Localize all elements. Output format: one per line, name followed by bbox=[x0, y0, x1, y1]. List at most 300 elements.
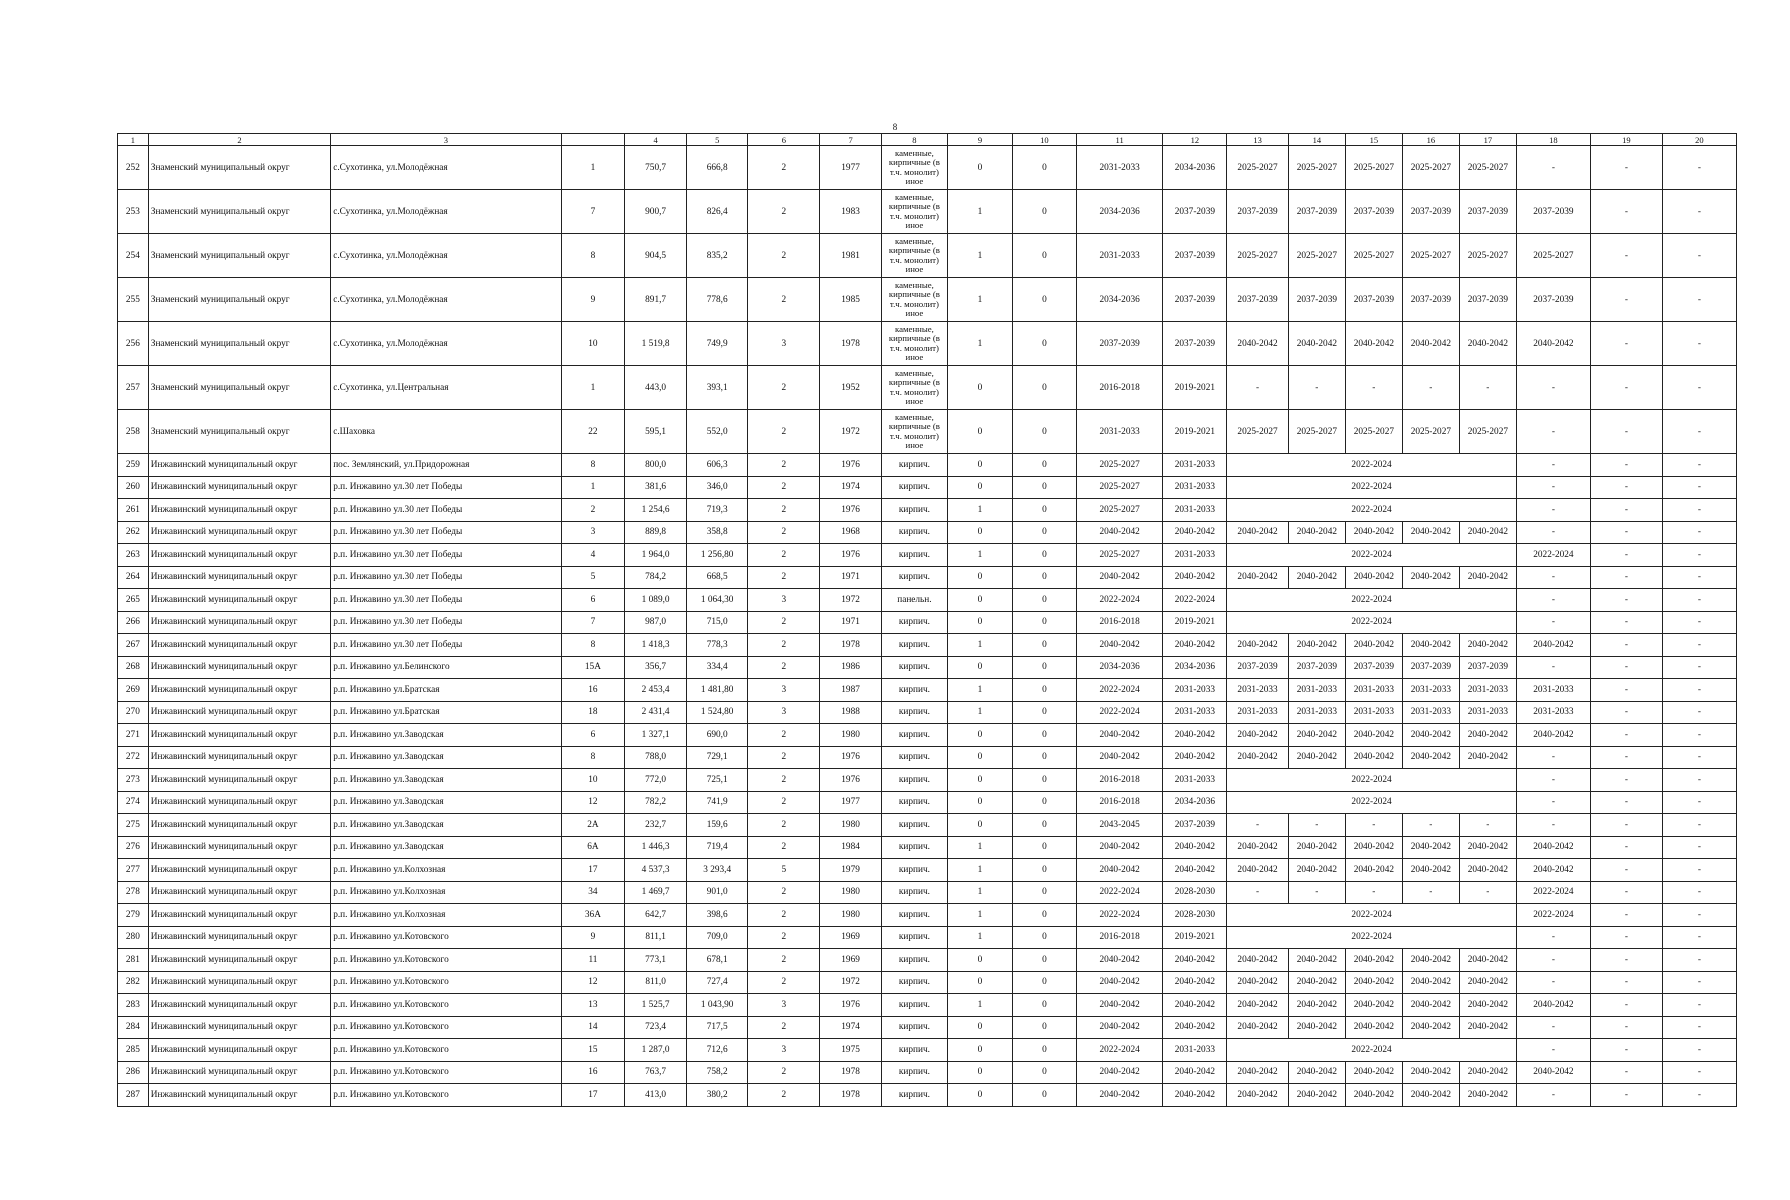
house-number-cell: 13 bbox=[561, 994, 625, 1017]
col-9-cell: 0 bbox=[947, 1061, 1012, 1084]
col-19-cell: - bbox=[1590, 926, 1662, 949]
col-19-cell: - bbox=[1590, 611, 1662, 634]
col-11-cell: 2031-2033 bbox=[1076, 146, 1163, 190]
wall-material-cell: каменные, кирпичные (в т.ч. монолит) иное bbox=[881, 410, 947, 454]
col-11-cell: 2016-2018 bbox=[1076, 926, 1163, 949]
col-10-cell: 0 bbox=[1012, 836, 1076, 859]
table-row bbox=[118, 454, 1737, 477]
col-11-cell: 2040-2042 bbox=[1076, 724, 1163, 747]
col-12-cell: 2037-2039 bbox=[1163, 814, 1227, 837]
col-20-cell: - bbox=[1662, 634, 1736, 657]
col-9-cell: 0 bbox=[947, 1084, 1012, 1107]
col-6-cell: 2 bbox=[748, 278, 820, 322]
wall-material-cell: кирпич. bbox=[881, 881, 947, 904]
col-20-cell: - bbox=[1662, 679, 1736, 702]
col-14-cell: 2025-2027 bbox=[1288, 410, 1345, 454]
col-12-cell: 2040-2042 bbox=[1163, 1016, 1227, 1039]
col-13-cell: 2040-2042 bbox=[1227, 836, 1289, 859]
col-10-cell: 0 bbox=[1012, 746, 1076, 769]
col-5-cell: 901,0 bbox=[686, 881, 748, 904]
col-16-cell: 2031-2033 bbox=[1402, 679, 1459, 702]
merged-period-cell: 2022-2024 bbox=[1227, 499, 1517, 522]
col-9-cell: 0 bbox=[947, 476, 1012, 499]
col-18-cell: - bbox=[1516, 521, 1590, 544]
col-19-cell: - bbox=[1590, 476, 1662, 499]
col-5-cell: 3 293,4 bbox=[686, 859, 748, 882]
col-11-cell: 2034-2036 bbox=[1076, 278, 1163, 322]
col-7-cell: 1978 bbox=[820, 1084, 882, 1107]
merged-period-cell: 2022-2024 bbox=[1227, 791, 1517, 814]
column-number-20: 19 bbox=[1590, 134, 1662, 146]
column-number-21: 20 bbox=[1662, 134, 1736, 146]
table-row bbox=[118, 322, 1737, 366]
col-13-cell: 2040-2042 bbox=[1227, 634, 1289, 657]
col-5-cell: 1 043,90 bbox=[686, 994, 748, 1017]
district-cell: Инжавинский муниципальный округ bbox=[148, 476, 330, 499]
col-9-cell: 0 bbox=[947, 454, 1012, 477]
col-16-cell: - bbox=[1402, 366, 1459, 410]
col-10-cell: 0 bbox=[1012, 971, 1076, 994]
address-cell: р.п. Инжавино ул.Колхозная bbox=[331, 881, 561, 904]
col-20-cell: - bbox=[1662, 234, 1736, 278]
col-10-cell: 0 bbox=[1012, 679, 1076, 702]
col-16-cell: 2031-2033 bbox=[1402, 701, 1459, 724]
district-cell: Инжавинский муниципальный округ bbox=[148, 589, 330, 612]
col-5-cell: 709,0 bbox=[686, 926, 748, 949]
house-number-cell: 8 bbox=[561, 634, 625, 657]
district-cell: Инжавинский муниципальный округ bbox=[148, 994, 330, 1017]
col-14-cell: 2040-2042 bbox=[1288, 859, 1345, 882]
merged-period-cell: 2022-2024 bbox=[1227, 1039, 1517, 1062]
col-9-cell: 0 bbox=[947, 1016, 1012, 1039]
col-17-cell: 2040-2042 bbox=[1459, 949, 1516, 972]
col-7-cell: 1978 bbox=[820, 1061, 882, 1084]
col-13-cell: 2040-2042 bbox=[1227, 1061, 1289, 1084]
col-20-cell: - bbox=[1662, 1084, 1736, 1107]
col-13-cell: 2040-2042 bbox=[1227, 322, 1289, 366]
column-number-8: 7 bbox=[820, 134, 882, 146]
col-6-cell: 2 bbox=[748, 656, 820, 679]
col-19-cell: - bbox=[1590, 724, 1662, 747]
col-20-cell: - bbox=[1662, 1061, 1736, 1084]
col-12-cell: 2040-2042 bbox=[1163, 1061, 1227, 1084]
col-14-cell: 2040-2042 bbox=[1288, 322, 1345, 366]
col-15-cell: - bbox=[1345, 366, 1402, 410]
col-13-cell: - bbox=[1227, 881, 1289, 904]
col-18-cell: 2037-2039 bbox=[1516, 278, 1590, 322]
district-cell: Инжавинский муниципальный округ bbox=[148, 521, 330, 544]
district-cell: Инжавинский муниципальный округ bbox=[148, 611, 330, 634]
col-6-cell: 2 bbox=[748, 949, 820, 972]
address-cell: р.п. Инжавино ул.Заводская bbox=[331, 746, 561, 769]
row-number: 284 bbox=[118, 1016, 149, 1039]
col-18-cell: - bbox=[1516, 791, 1590, 814]
col-12-cell: 2040-2042 bbox=[1163, 521, 1227, 544]
col-20-cell: - bbox=[1662, 769, 1736, 792]
col-4-cell: 784,2 bbox=[625, 566, 687, 589]
col-17-cell: 2025-2027 bbox=[1459, 146, 1516, 190]
col-20-cell: - bbox=[1662, 881, 1736, 904]
address-cell: р.п. Инжавино ул.Колхозная bbox=[331, 859, 561, 882]
col-20-cell: - bbox=[1662, 476, 1736, 499]
district-cell: Знаменский муниципальный округ bbox=[148, 410, 330, 454]
col-6-cell: 2 bbox=[748, 611, 820, 634]
row-number: 266 bbox=[118, 611, 149, 634]
col-7-cell: 1980 bbox=[820, 814, 882, 837]
col-11-cell: 2016-2018 bbox=[1076, 611, 1163, 634]
table-row bbox=[118, 544, 1737, 567]
table-row bbox=[118, 904, 1737, 927]
col-17-cell: 2040-2042 bbox=[1459, 322, 1516, 366]
col-9-cell: 0 bbox=[947, 791, 1012, 814]
wall-material-cell: кирпич. bbox=[881, 1061, 947, 1084]
col-11-cell: 2040-2042 bbox=[1076, 521, 1163, 544]
col-15-cell: 2025-2027 bbox=[1345, 234, 1402, 278]
col-13-cell: 2040-2042 bbox=[1227, 746, 1289, 769]
col-6-cell: 2 bbox=[748, 146, 820, 190]
col-20-cell: - bbox=[1662, 949, 1736, 972]
col-7-cell: 1976 bbox=[820, 499, 882, 522]
col-6-cell: 2 bbox=[748, 521, 820, 544]
col-13-cell: 2040-2042 bbox=[1227, 949, 1289, 972]
col-10-cell: 0 bbox=[1012, 566, 1076, 589]
col-7-cell: 1975 bbox=[820, 1039, 882, 1062]
col-4-cell: 1 469,7 bbox=[625, 881, 687, 904]
address-cell: с.Сухотинка, ул.Центральная bbox=[331, 366, 561, 410]
col-20-cell: - bbox=[1662, 1039, 1736, 1062]
table-row bbox=[118, 566, 1737, 589]
col-9-cell: 1 bbox=[947, 836, 1012, 859]
col-12-cell: 2040-2042 bbox=[1163, 994, 1227, 1017]
col-5-cell: 725,1 bbox=[686, 769, 748, 792]
col-15-cell: 2040-2042 bbox=[1345, 994, 1402, 1017]
col-19-cell: - bbox=[1590, 769, 1662, 792]
col-4-cell: 1 519,8 bbox=[625, 322, 687, 366]
col-10-cell: 0 bbox=[1012, 634, 1076, 657]
col-4-cell: 381,6 bbox=[625, 476, 687, 499]
address-cell: р.п. Инжавино ул.Братская bbox=[331, 679, 561, 702]
column-number-16: 15 bbox=[1345, 134, 1402, 146]
address-cell: р.п. Инжавино ул.30 лет Победы bbox=[331, 521, 561, 544]
district-cell: Инжавинский муниципальный округ bbox=[148, 836, 330, 859]
col-15-cell: - bbox=[1345, 814, 1402, 837]
col-6-cell: 2 bbox=[748, 634, 820, 657]
house-number-cell: 9 bbox=[561, 278, 625, 322]
col-11-cell: 2031-2033 bbox=[1076, 234, 1163, 278]
col-18-cell: - bbox=[1516, 454, 1590, 477]
col-12-cell: 2031-2033 bbox=[1163, 476, 1227, 499]
col-15-cell: 2040-2042 bbox=[1345, 949, 1402, 972]
col-14-cell: 2037-2039 bbox=[1288, 190, 1345, 234]
district-cell: Знаменский муниципальный округ bbox=[148, 146, 330, 190]
row-number: 260 bbox=[118, 476, 149, 499]
col-15-cell: 2040-2042 bbox=[1345, 746, 1402, 769]
col-20-cell: - bbox=[1662, 791, 1736, 814]
col-10-cell: 0 bbox=[1012, 724, 1076, 747]
col-9-cell: 1 bbox=[947, 904, 1012, 927]
col-10-cell: 0 bbox=[1012, 454, 1076, 477]
col-15-cell: 2025-2027 bbox=[1345, 146, 1402, 190]
col-20-cell: - bbox=[1662, 859, 1736, 882]
col-16-cell: 2025-2027 bbox=[1402, 234, 1459, 278]
col-20-cell: - bbox=[1662, 746, 1736, 769]
col-5-cell: 690,0 bbox=[686, 724, 748, 747]
col-7-cell: 1983 bbox=[820, 190, 882, 234]
col-20-cell: - bbox=[1662, 322, 1736, 366]
house-number-cell: 2А bbox=[561, 814, 625, 837]
district-cell: Инжавинский муниципальный округ bbox=[148, 679, 330, 702]
col-16-cell: 2040-2042 bbox=[1402, 994, 1459, 1017]
col-19-cell: - bbox=[1590, 190, 1662, 234]
col-20-cell: - bbox=[1662, 366, 1736, 410]
address-cell: р.п. Инжавино ул.30 лет Победы bbox=[331, 634, 561, 657]
col-16-cell: 2040-2042 bbox=[1402, 971, 1459, 994]
house-number-cell: 2 bbox=[561, 499, 625, 522]
merged-period-cell: 2022-2024 bbox=[1227, 611, 1517, 634]
col-11-cell: 2022-2024 bbox=[1076, 1039, 1163, 1062]
col-18-cell: - bbox=[1516, 366, 1590, 410]
col-12-cell: 2019-2021 bbox=[1163, 410, 1227, 454]
address-cell: пос. Землянский, ул.Придорожная bbox=[331, 454, 561, 477]
col-10-cell: 0 bbox=[1012, 322, 1076, 366]
col-4-cell: 1 446,3 bbox=[625, 836, 687, 859]
column-number-13: 12 bbox=[1163, 134, 1227, 146]
table-row bbox=[118, 724, 1737, 747]
wall-material-cell: кирпич. bbox=[881, 499, 947, 522]
col-4-cell: 232,7 bbox=[625, 814, 687, 837]
col-11-cell: 2022-2024 bbox=[1076, 904, 1163, 927]
row-number: 259 bbox=[118, 454, 149, 477]
table-row bbox=[118, 746, 1737, 769]
col-17-cell: 2040-2042 bbox=[1459, 1016, 1516, 1039]
col-7-cell: 1980 bbox=[820, 904, 882, 927]
col-14-cell: 2040-2042 bbox=[1288, 566, 1345, 589]
col-15-cell: 2040-2042 bbox=[1345, 1016, 1402, 1039]
col-12-cell: 2037-2039 bbox=[1163, 190, 1227, 234]
wall-material-cell: кирпич. bbox=[881, 679, 947, 702]
col-7-cell: 1977 bbox=[820, 146, 882, 190]
col-10-cell: 0 bbox=[1012, 611, 1076, 634]
col-19-cell: - bbox=[1590, 971, 1662, 994]
col-11-cell: 2040-2042 bbox=[1076, 1084, 1163, 1107]
col-10-cell: 0 bbox=[1012, 949, 1076, 972]
col-15-cell: 2040-2042 bbox=[1345, 521, 1402, 544]
wall-material-cell: кирпич. bbox=[881, 746, 947, 769]
col-4-cell: 782,2 bbox=[625, 791, 687, 814]
col-10-cell: 0 bbox=[1012, 1039, 1076, 1062]
col-16-cell: 2040-2042 bbox=[1402, 322, 1459, 366]
col-11-cell: 2040-2042 bbox=[1076, 994, 1163, 1017]
col-19-cell: - bbox=[1590, 278, 1662, 322]
col-18-cell: - bbox=[1516, 814, 1590, 837]
col-11-cell: 2040-2042 bbox=[1076, 1061, 1163, 1084]
col-13-cell: 2025-2027 bbox=[1227, 234, 1289, 278]
col-12-cell: 2034-2036 bbox=[1163, 146, 1227, 190]
col-6-cell: 2 bbox=[748, 566, 820, 589]
col-4-cell: 750,7 bbox=[625, 146, 687, 190]
house-number-cell: 12 bbox=[561, 791, 625, 814]
address-cell: р.п. Инжавино ул.Заводская bbox=[331, 724, 561, 747]
table-row bbox=[118, 881, 1737, 904]
col-20-cell: - bbox=[1662, 836, 1736, 859]
house-number-cell: 6 bbox=[561, 589, 625, 612]
row-number: 258 bbox=[118, 410, 149, 454]
col-7-cell: 1976 bbox=[820, 544, 882, 567]
col-12-cell: 2028-2030 bbox=[1163, 904, 1227, 927]
column-number-6: 5 bbox=[686, 134, 748, 146]
col-19-cell: - bbox=[1590, 566, 1662, 589]
table-row bbox=[118, 611, 1737, 634]
col-18-cell: - bbox=[1516, 656, 1590, 679]
col-9-cell: 1 bbox=[947, 322, 1012, 366]
table-body bbox=[118, 146, 1737, 1107]
col-7-cell: 1976 bbox=[820, 746, 882, 769]
wall-material-cell: кирпич. bbox=[881, 836, 947, 859]
col-16-cell: - bbox=[1402, 814, 1459, 837]
row-number: 263 bbox=[118, 544, 149, 567]
row-number: 262 bbox=[118, 521, 149, 544]
col-9-cell: 1 bbox=[947, 859, 1012, 882]
col-5-cell: 712,6 bbox=[686, 1039, 748, 1062]
col-9-cell: 1 bbox=[947, 234, 1012, 278]
column-number-17: 16 bbox=[1402, 134, 1459, 146]
wall-material-cell: кирпич. bbox=[881, 926, 947, 949]
col-6-cell: 2 bbox=[748, 454, 820, 477]
row-number: 261 bbox=[118, 499, 149, 522]
col-6-cell: 2 bbox=[748, 366, 820, 410]
col-4-cell: 811,1 bbox=[625, 926, 687, 949]
col-13-cell: 2025-2027 bbox=[1227, 146, 1289, 190]
col-16-cell: 2040-2042 bbox=[1402, 859, 1459, 882]
col-15-cell: 2037-2039 bbox=[1345, 656, 1402, 679]
col-9-cell: 1 bbox=[947, 994, 1012, 1017]
col-7-cell: 1980 bbox=[820, 881, 882, 904]
col-14-cell: 2040-2042 bbox=[1288, 1061, 1345, 1084]
col-16-cell: 2040-2042 bbox=[1402, 949, 1459, 972]
col-9-cell: 0 bbox=[947, 410, 1012, 454]
district-cell: Знаменский муниципальный округ bbox=[148, 190, 330, 234]
house-number-cell: 8 bbox=[561, 746, 625, 769]
district-cell: Инжавинский муниципальный округ bbox=[148, 746, 330, 769]
col-7-cell: 1971 bbox=[820, 611, 882, 634]
col-17-cell: - bbox=[1459, 366, 1516, 410]
col-5-cell: 334,4 bbox=[686, 656, 748, 679]
col-15-cell: 2040-2042 bbox=[1345, 724, 1402, 747]
col-6-cell: 2 bbox=[748, 971, 820, 994]
col-6-cell: 3 bbox=[748, 589, 820, 612]
wall-material-cell: кирпич. bbox=[881, 1084, 947, 1107]
col-17-cell: 2031-2033 bbox=[1459, 679, 1516, 702]
col-12-cell: 2040-2042 bbox=[1163, 971, 1227, 994]
row-number: 282 bbox=[118, 971, 149, 994]
row-number: 253 bbox=[118, 190, 149, 234]
col-13-cell: 2040-2042 bbox=[1227, 859, 1289, 882]
col-15-cell: 2040-2042 bbox=[1345, 836, 1402, 859]
col-6-cell: 3 bbox=[748, 1039, 820, 1062]
house-number-cell: 8 bbox=[561, 454, 625, 477]
col-10-cell: 0 bbox=[1012, 769, 1076, 792]
col-20-cell: - bbox=[1662, 1016, 1736, 1039]
col-19-cell: - bbox=[1590, 544, 1662, 567]
col-12-cell: 2019-2021 bbox=[1163, 611, 1227, 634]
col-4-cell: 904,5 bbox=[625, 234, 687, 278]
col-11-cell: 2034-2036 bbox=[1076, 190, 1163, 234]
row-number: 277 bbox=[118, 859, 149, 882]
col-16-cell: 2025-2027 bbox=[1402, 410, 1459, 454]
col-5-cell: 715,0 bbox=[686, 611, 748, 634]
col-16-cell: 2040-2042 bbox=[1402, 566, 1459, 589]
col-10-cell: 0 bbox=[1012, 146, 1076, 190]
house-number-cell: 6А bbox=[561, 836, 625, 859]
column-number-7: 6 bbox=[748, 134, 820, 146]
house-number-cell: 16 bbox=[561, 679, 625, 702]
col-18-cell: - bbox=[1516, 589, 1590, 612]
address-cell: р.п. Инжавино ул.30 лет Победы bbox=[331, 566, 561, 589]
col-7-cell: 1974 bbox=[820, 476, 882, 499]
district-cell: Инжавинский муниципальный округ bbox=[148, 791, 330, 814]
table-row bbox=[118, 791, 1737, 814]
col-9-cell: 1 bbox=[947, 634, 1012, 657]
col-12-cell: 2040-2042 bbox=[1163, 634, 1227, 657]
col-14-cell: 2040-2042 bbox=[1288, 836, 1345, 859]
column-number-9: 8 bbox=[881, 134, 947, 146]
col-18-cell: - bbox=[1516, 746, 1590, 769]
col-20-cell: - bbox=[1662, 146, 1736, 190]
col-14-cell: 2031-2033 bbox=[1288, 701, 1345, 724]
col-11-cell: 2025-2027 bbox=[1076, 544, 1163, 567]
col-18-cell: 2022-2024 bbox=[1516, 904, 1590, 927]
col-20-cell: - bbox=[1662, 656, 1736, 679]
address-cell: с.Сухотинка, ул.Молодёжная bbox=[331, 322, 561, 366]
table-row bbox=[118, 994, 1737, 1017]
table-row bbox=[118, 859, 1737, 882]
col-12-cell: 2040-2042 bbox=[1163, 859, 1227, 882]
col-14-cell: 2037-2039 bbox=[1288, 278, 1345, 322]
col-7-cell: 1976 bbox=[820, 454, 882, 477]
col-12-cell: 2019-2021 bbox=[1163, 926, 1227, 949]
table-row bbox=[118, 521, 1737, 544]
col-7-cell: 1968 bbox=[820, 521, 882, 544]
wall-material-cell: кирпич. bbox=[881, 1039, 947, 1062]
col-4-cell: 642,7 bbox=[625, 904, 687, 927]
row-number: 269 bbox=[118, 679, 149, 702]
col-19-cell: - bbox=[1590, 679, 1662, 702]
col-4-cell: 900,7 bbox=[625, 190, 687, 234]
wall-material-cell: кирпич. bbox=[881, 656, 947, 679]
col-5-cell: 835,2 bbox=[686, 234, 748, 278]
merged-period-cell: 2022-2024 bbox=[1227, 476, 1517, 499]
col-9-cell: 1 bbox=[947, 190, 1012, 234]
col-20-cell: - bbox=[1662, 190, 1736, 234]
col-7-cell: 1987 bbox=[820, 679, 882, 702]
col-9-cell: 0 bbox=[947, 521, 1012, 544]
col-6-cell: 2 bbox=[748, 1016, 820, 1039]
house-number-cell: 14 bbox=[561, 1016, 625, 1039]
col-17-cell: 2040-2042 bbox=[1459, 521, 1516, 544]
col-10-cell: 0 bbox=[1012, 544, 1076, 567]
col-12-cell: 2034-2036 bbox=[1163, 656, 1227, 679]
row-number: 255 bbox=[118, 278, 149, 322]
col-10-cell: 0 bbox=[1012, 701, 1076, 724]
col-6-cell: 3 bbox=[748, 679, 820, 702]
col-5-cell: 678,1 bbox=[686, 949, 748, 972]
col-19-cell: - bbox=[1590, 1016, 1662, 1039]
col-18-cell: 2040-2042 bbox=[1516, 994, 1590, 1017]
col-9-cell: 0 bbox=[947, 146, 1012, 190]
col-20-cell: - bbox=[1662, 926, 1736, 949]
col-10-cell: 0 bbox=[1012, 904, 1076, 927]
wall-material-cell: кирпич. bbox=[881, 476, 947, 499]
